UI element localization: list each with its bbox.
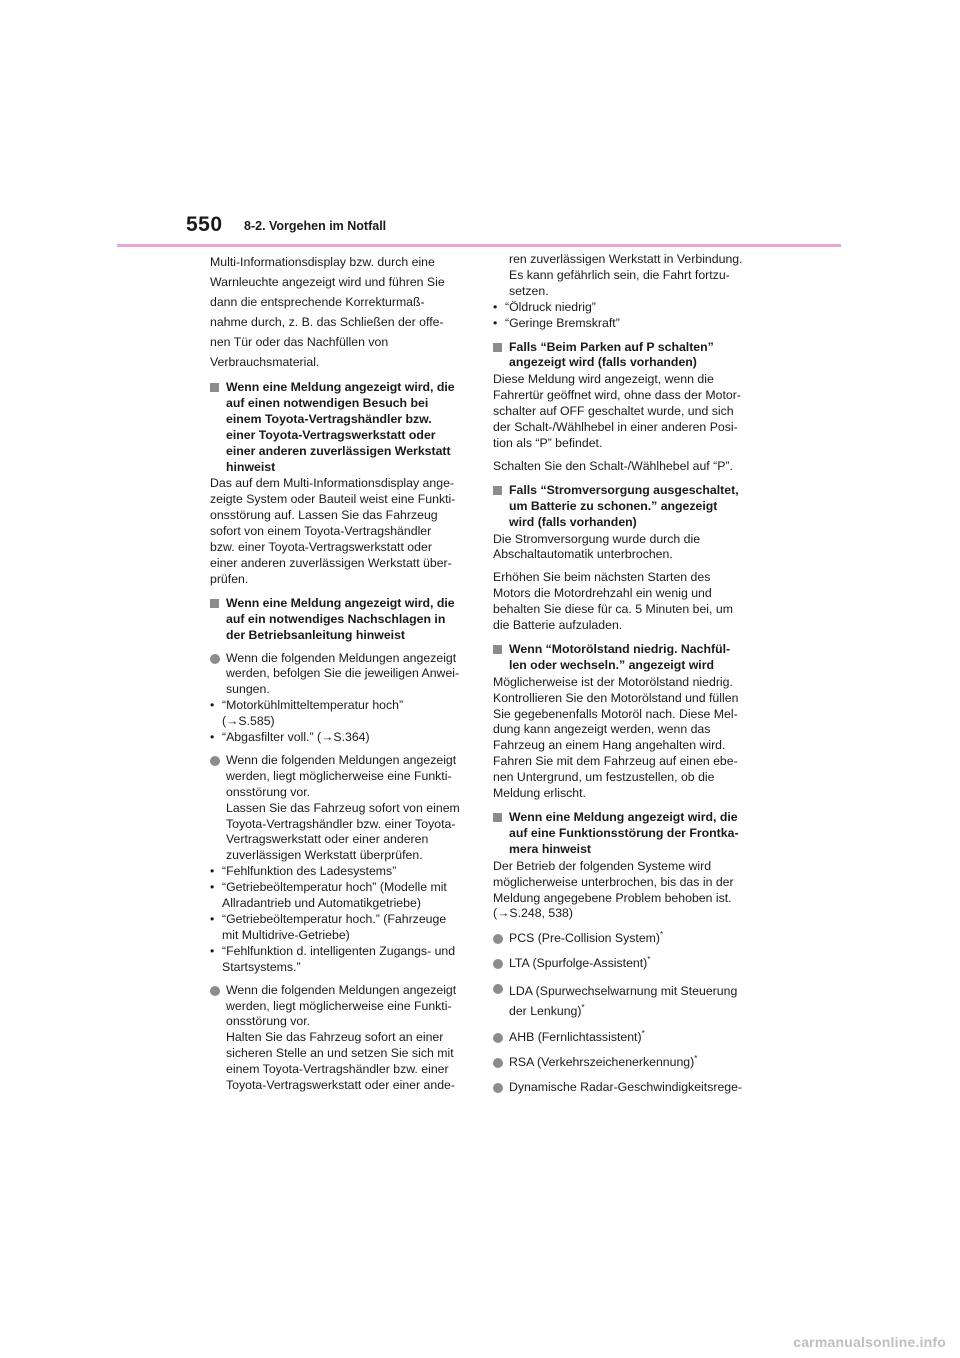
bullet-dot-icon (493, 934, 503, 944)
text-line: Wenn eine Meldung angezeigt wird, die (226, 595, 455, 610)
bullet-item (210, 753, 472, 976)
footnote-mark: * (660, 930, 664, 940)
system-name: PCS (Pre-Collision System) (509, 931, 661, 946)
text-line: • “Fehlfunktion d. intelligenten Zugangs- und (222, 943, 456, 958)
footnote-mark: * (641, 1029, 645, 1039)
system-item (493, 1030, 761, 1046)
text-line: Kontrollieren Sie den Motorölstand und füllen (493, 690, 739, 705)
list-item (210, 912, 472, 944)
text-line: setzen. (509, 283, 549, 298)
text-line: onsstörung vor. (226, 784, 311, 799)
system-name: LDA (Spurwechselwarnung mit Steuerung (509, 984, 738, 999)
footnote-mark: * (694, 1053, 698, 1063)
text-line: sofort von einem Toyota-Vertragshändler (210, 524, 432, 539)
system-name: AHB (Fernlichtassistent) (509, 1030, 642, 1045)
text-line: einer Toyota-Vertragswerkstatt oder (226, 427, 436, 442)
text-line: Wenn eine Meldung angezeigt wird, die (226, 380, 455, 394)
right-column (493, 252, 761, 1096)
text-line: Lassen Sie das Fahrzeug sofort von einem (226, 800, 460, 815)
footnote-mark: * (647, 955, 651, 965)
bullet-dot-icon (493, 1058, 503, 1068)
bullet-item (210, 983, 472, 1094)
text-line: Erhöhen Sie beim nächsten Starten des (493, 570, 711, 585)
bullet-dot-icon (493, 1033, 503, 1043)
text-line: hinweist (226, 459, 276, 474)
text-line: Meldung erlischt. (493, 786, 586, 801)
text-line: onsstörung vor. (226, 1014, 311, 1029)
system-item (493, 931, 761, 947)
section-heading (210, 596, 472, 644)
bullet-item (210, 651, 472, 746)
text-line: Fahren Sie mit dem Fahrzeug auf einen ebe- (493, 754, 738, 769)
text-line: Fahrzeug an einem Hang angehalten wird. (493, 738, 726, 753)
text-line: mera hinweist (509, 841, 592, 856)
section-heading (493, 642, 761, 674)
text-line: Allradantrieb und Automatikgetriebe) (222, 896, 421, 911)
watermark-logo: carmanualsonline.info (793, 1334, 946, 1350)
system-item (493, 956, 761, 972)
message-list (210, 864, 472, 975)
text-line: einem Toyota-Vertragshändler bzw. einer (226, 1062, 449, 1077)
system-name: LTA (Spurfolge-Assistent) (509, 956, 648, 971)
paragraph (493, 532, 761, 564)
text-line: auf ein notwendiges Nachschlagen in (226, 611, 446, 626)
message-list (210, 698, 472, 746)
text-line: Die Stromversorgung wurde durch die (493, 531, 701, 546)
list-item (493, 316, 761, 332)
text-line: (→S.585) (222, 714, 275, 729)
text-line: zeigte System oder Bauteil weist eine Funkti- (210, 492, 456, 507)
text-line: Startsystems.” (222, 959, 301, 974)
text-line: auf einen notwendigen Besuch bei (226, 395, 429, 410)
paragraph (493, 570, 761, 634)
text-line: der Schalt-/Wählhebel in einer anderen Posi- (493, 420, 738, 435)
page-number: 550 (186, 213, 223, 236)
list-item (210, 944, 472, 976)
text-line: Möglicherweise ist der Motorölstand niedrig. (493, 674, 733, 689)
message-list (493, 300, 761, 332)
text-line: nahme durch, z. B. das Schließen der offe- (210, 315, 444, 329)
text-line: Wenn eine Meldung angezeigt wird, die (509, 810, 738, 824)
text-line: Toyota-Vertragswerkstatt oder einer ande- (226, 1078, 455, 1093)
text-line: (→S.248, 538) (493, 906, 573, 921)
text-line: Halten Sie das Fahrzeug sofort an einer (226, 1030, 444, 1045)
paragraph (493, 675, 761, 802)
text-line: ren zuverlässigen Werkstatt in Verbindung. (509, 252, 743, 266)
text-line: wird (falls vorhanden) (509, 514, 637, 529)
section-heading (493, 483, 761, 531)
text-line: möglicherweise unterbrochen, bis das in der (493, 874, 734, 889)
text-line: onsstörung auf. Lassen Sie das Fahrzeug (210, 508, 438, 523)
text-line: • “Fehlfunktion des Ladesystems” (222, 864, 397, 879)
text-line: Wenn “Motorölstand niedrig. Nachfül- (509, 641, 731, 656)
text-line: bzw. einer Toyota-Vertragswerkstatt oder (210, 540, 432, 555)
text-line: dung kann angezeigt werden, wenn das (493, 722, 711, 737)
text-line: Vertragswerkstatt oder einer anderen (226, 832, 429, 847)
system-item (493, 981, 761, 1021)
text-line: einer anderen zuverlässigen Werkstatt über- (210, 555, 452, 570)
text-line: Multi-Informationsdisplay bzw. durch eine (210, 255, 435, 269)
list-item (210, 698, 472, 730)
text-line: Abschaltautomatik unterbrochen. (493, 547, 673, 562)
text-line: Falls “Beim Parken auf P schalten” (509, 339, 714, 354)
text-line: Es kann gefährlich sein, die Fahrt fortzu- (509, 267, 730, 282)
text-line: • “Abgasfilter voll.” (→S.364) (222, 730, 370, 745)
text-line: nen Tür oder das Nachfüllen von (210, 335, 389, 349)
bullet-dot-icon (210, 756, 220, 766)
text-line: dann die entsprechende Korrekturmaß- (210, 295, 425, 309)
text-line: Sie gegebenenfalls Motoröl nach. Diese Mel- (493, 706, 738, 721)
text-line: werden, liegt möglicherweise eine Funkti- (226, 768, 452, 783)
text-line: tion als “P” befindet. (493, 435, 603, 450)
text-line: nen Untergrund, um festzustellen, ob die (493, 770, 715, 785)
bullet-dot-icon (210, 654, 220, 664)
text-line: der Betriebsanleitung hinweist (226, 627, 406, 642)
paragraph (210, 476, 472, 587)
intro-paragraph (210, 252, 472, 372)
text-line: Schalten Sie den Schalt-/Wählhebel auf “P”. (493, 458, 733, 473)
text-line: Das auf dem Multi-Informationsdisplay ange- (210, 476, 454, 491)
bullet-dot-icon (493, 1083, 503, 1093)
continued-text (493, 252, 761, 300)
text-line: Fahrertür geöffnet wird, ohne dass der Motor- (493, 388, 741, 403)
bullet-dot-icon (493, 984, 503, 994)
text-line: behalten Sie diese für ca. 5 Minuten bei, um (493, 602, 733, 617)
section-heading (493, 810, 761, 858)
paragraph (493, 372, 761, 452)
list-item (493, 300, 761, 316)
text-line: einem Toyota-Vertragshändler bzw. (226, 411, 432, 426)
bullet-dot-icon (210, 986, 220, 996)
text-line: prüfen. (210, 571, 249, 586)
system-item (493, 1080, 761, 1096)
system-name: RSA (Verkehrszeichenerkennung) (509, 1055, 695, 1070)
paragraph (493, 859, 761, 923)
header-rule (117, 244, 841, 247)
text-line: Wenn die folgenden Meldungen angezeigt (226, 752, 457, 767)
text-line: Verbrauchsmaterial. (210, 355, 320, 369)
text-line: len oder wechseln.” angezeigt wird (509, 657, 714, 672)
text-line: • “Motorkühlmitteltemperatur hoch” (222, 698, 404, 713)
section-title: 8-2. Vorgehen im Notfall (244, 219, 387, 233)
list-item (210, 864, 472, 880)
text-line: Toyota-Vertragshändler bzw. einer Toyota- (226, 816, 456, 831)
text-line: Warnleuchte angezeigt wird und führen Sie (210, 275, 445, 289)
text-line: um Batterie zu schonen.” angezeigt (509, 498, 718, 513)
text-line: sicheren Stelle an und setzen Sie sich mit (226, 1046, 454, 1061)
text-line: Wenn die folgenden Meldungen angezeigt (226, 982, 457, 997)
left-column (210, 252, 472, 1094)
text-line: Motors die Motordrehzahl ein wenig und (493, 586, 712, 601)
text-line: • “Getriebeöltemperatur hoch.” (Fahrzeuge (222, 912, 447, 926)
footnote-mark: * (581, 1003, 585, 1013)
text-line: zuverlässigen Werkstatt überprüfen. (226, 848, 423, 863)
text-line: die Batterie aufzuladen. (493, 618, 623, 633)
section-heading (493, 340, 761, 372)
text-line: Wenn die folgenden Meldungen angezeigt (226, 650, 457, 665)
text-line: werden, befolgen Sie die jeweiligen Anwei- (226, 666, 460, 681)
text-line: Der Betrieb der folgenden Systeme wird (493, 858, 712, 873)
system-name: Dynamische Radar-Geschwindigkeitsrege- (509, 1079, 743, 1094)
text-line: mit Multidrive-Getriebe) (222, 927, 350, 942)
text-line: • “Öldruck niedrig” (505, 299, 596, 314)
system-name: der Lenkung) (509, 1004, 582, 1019)
text-line: einer anderen zuverlässigen Werkstatt (226, 443, 451, 458)
list-item (210, 880, 472, 912)
list-item (210, 730, 472, 746)
text-line: auf eine Funktionsstörung der Frontka- (509, 825, 739, 840)
text-line: angezeigt wird (falls vorhanden) (509, 355, 697, 370)
text-line: schalter auf OFF geschaltet wurde, und sich (493, 404, 734, 419)
text-line: Diese Meldung wird angezeigt, wenn die (493, 372, 714, 387)
paragraph (493, 459, 761, 475)
text-line: Meldung angegebene Problem behoben ist. (493, 890, 732, 905)
bullet-dot-icon (493, 959, 503, 969)
text-line: • “Geringe Bremskraft” (505, 315, 620, 330)
text-line: • “Getriebeöltemperatur hoch” (Modelle mit (222, 880, 447, 895)
section-heading (210, 380, 472, 475)
text-line: werden, liegt möglicherweise eine Funkti- (226, 998, 452, 1013)
text-line: sungen. (226, 682, 270, 697)
text-line: Falls “Stromversorgung ausgeschaltet, (509, 482, 739, 497)
system-item (493, 1055, 761, 1071)
